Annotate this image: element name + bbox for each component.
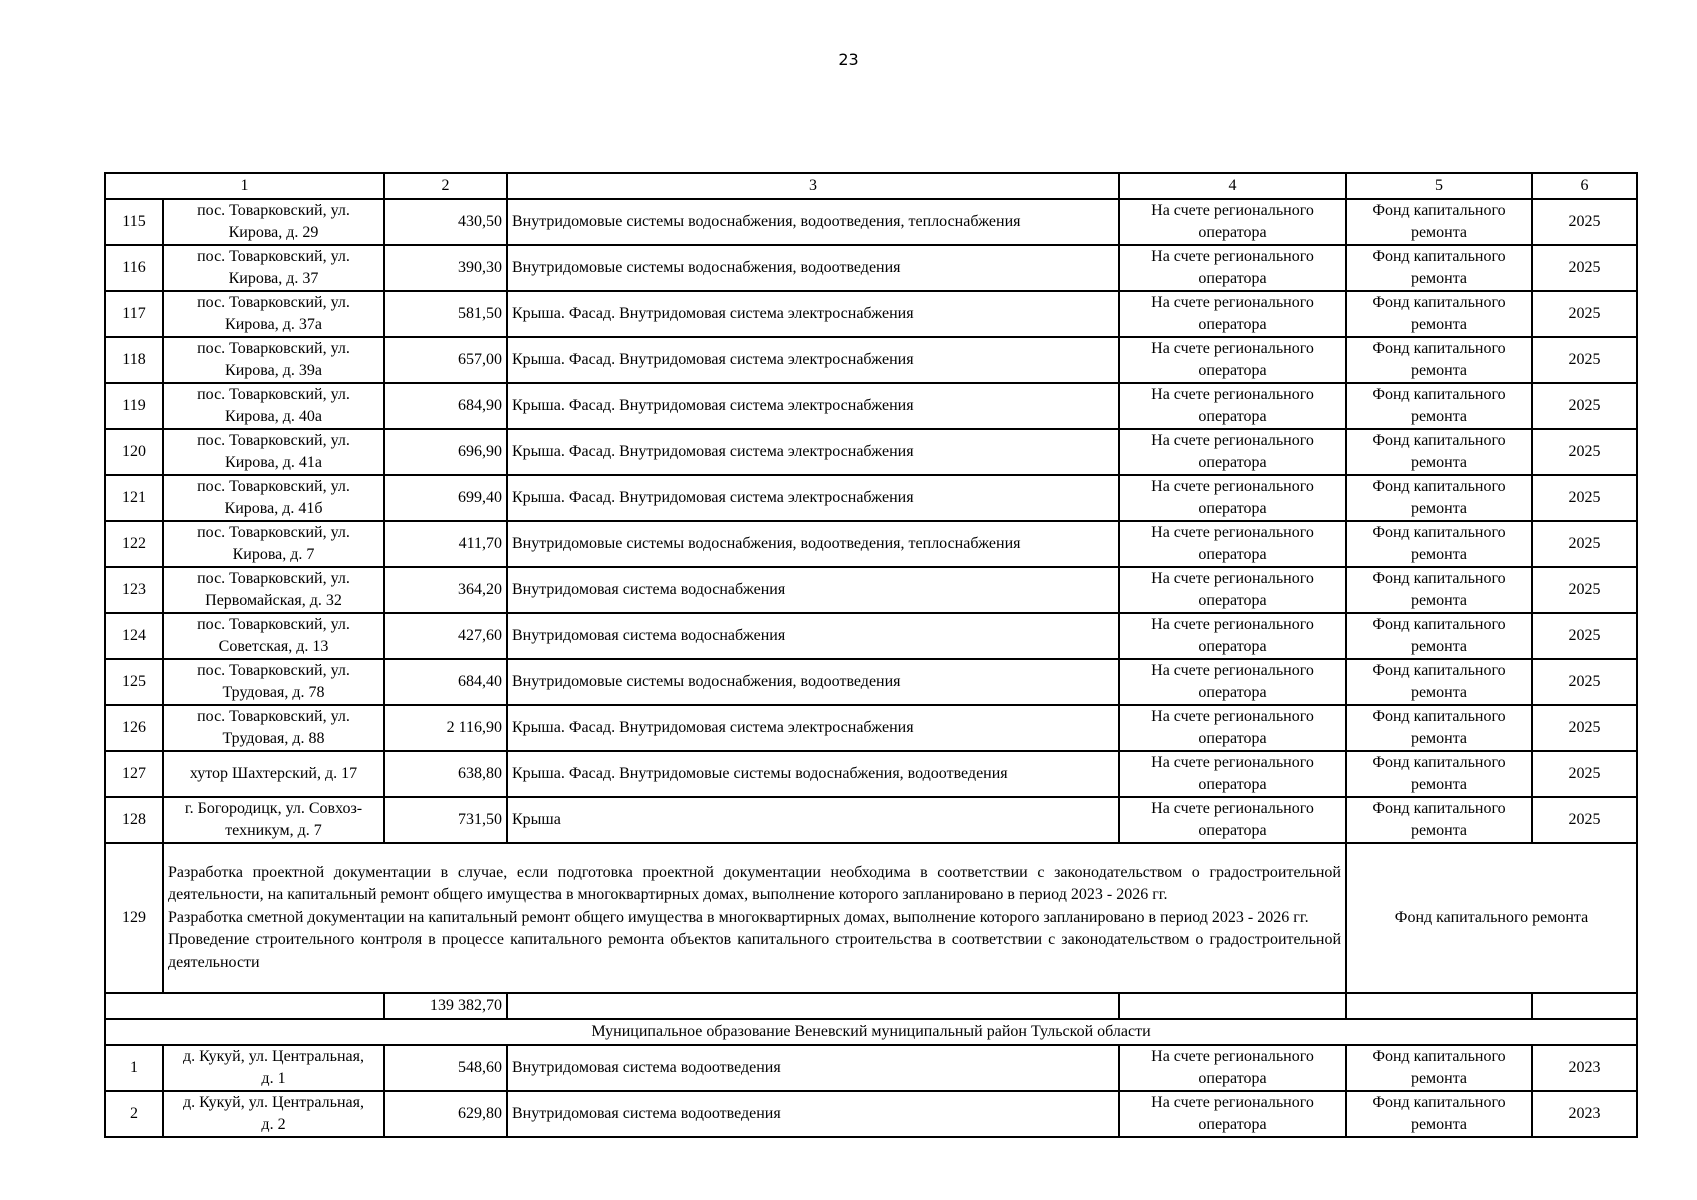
- funding-source-cell-line: Фонд капитального: [1372, 1094, 1506, 1111]
- table-row: [105, 613, 1637, 659]
- funding-source-cell-line: ремонта: [1410, 684, 1468, 701]
- total-cost-cell: 139 382,70: [384, 993, 507, 1019]
- empty-cell: [1346, 993, 1532, 1019]
- work-type-cell: Внутридомовые системы водоснабжения, водоотведения: [507, 245, 1119, 291]
- funding-source-cell: [1346, 429, 1532, 475]
- address-cell-line: г. Богородицк, ул. Совхоз-: [184, 800, 363, 817]
- funding-source-cell-line: Фонд капитального: [1372, 662, 1506, 679]
- funding-source-cell: [1346, 383, 1532, 429]
- account-cell-line: оператора: [1198, 362, 1267, 379]
- account-cell-line: На счете регионального: [1151, 708, 1314, 725]
- funding-source-cell-line: ремонта: [1410, 316, 1468, 333]
- cost-cell: 629,80: [384, 1091, 507, 1137]
- funding-source-cell-line: Фонд капитального: [1372, 754, 1506, 771]
- account-cell-line: На счете регионального: [1151, 202, 1314, 219]
- cost-cell: 581,50: [384, 291, 507, 337]
- account-cell-line: оператора: [1198, 224, 1267, 241]
- table-row: [105, 1045, 1637, 1091]
- funding-source-cell: [1346, 1045, 1532, 1091]
- cost-cell: 390,30: [384, 245, 507, 291]
- address-cell-line: пос. Товарковский, ул.: [197, 478, 350, 495]
- table-row: [105, 337, 1637, 383]
- row-number: 125: [105, 659, 163, 705]
- account-cell-line: оператора: [1198, 684, 1267, 701]
- account-cell: [1119, 1045, 1346, 1091]
- address-cell: [163, 751, 384, 797]
- account-cell: [1119, 337, 1346, 383]
- funding-source-cell-line: ремонта: [1410, 408, 1468, 425]
- account-cell: [1119, 797, 1346, 843]
- address-cell-line: Первомайская, д. 32: [205, 592, 342, 609]
- year-cell: 2025: [1532, 613, 1637, 659]
- funding-source-cell-line: ремонта: [1410, 270, 1468, 287]
- account-cell: [1119, 245, 1346, 291]
- account-cell-line: оператора: [1198, 1116, 1267, 1133]
- funding-source-cell-line: ремонта: [1410, 362, 1468, 379]
- row-number: 129: [105, 843, 163, 993]
- funding-source-cell-line: ремонта: [1410, 638, 1468, 655]
- repair-program-table: [104, 172, 1638, 1138]
- address-cell-line: пос. Товарковский, ул.: [197, 386, 350, 403]
- account-cell: [1119, 383, 1346, 429]
- table-row: [105, 567, 1637, 613]
- funding-source-cell: [1346, 1091, 1532, 1137]
- account-cell-line: оператора: [1198, 500, 1267, 517]
- address-cell-line: Трудовая, д. 78: [222, 684, 325, 701]
- account-cell-line: На счете регионального: [1151, 478, 1314, 495]
- year-cell: 2023: [1532, 1091, 1637, 1137]
- address-cell: [163, 1091, 384, 1137]
- work-type-cell: Внутридомовые системы водоснабжения, водоотведения: [507, 659, 1119, 705]
- address-cell-line: пос. Товарковский, ул.: [197, 432, 350, 449]
- table-row: [105, 1091, 1637, 1137]
- account-cell-line: На счете регионального: [1151, 294, 1314, 311]
- address-cell: [163, 291, 384, 337]
- table-row: [105, 659, 1637, 705]
- table-row: [105, 383, 1637, 429]
- funding-source-cell-line: ремонта: [1410, 1116, 1468, 1133]
- funding-source-cell: Фонд капитального ремонта: [1346, 843, 1637, 993]
- address-cell-line: Кирова, д. 41а: [225, 454, 322, 471]
- account-cell: [1119, 199, 1346, 245]
- note-paragraph: Проведение строительного контроля в процессе капитального ремонта объектов капитального строительства в соответствии с законодательством о градостроительной деятельности: [168, 931, 1341, 971]
- address-cell: [163, 613, 384, 659]
- account-cell-line: На счете регионального: [1151, 340, 1314, 357]
- account-cell-line: оператора: [1198, 270, 1267, 287]
- funding-source-cell-line: ремонта: [1410, 730, 1468, 747]
- funding-source-cell: [1346, 751, 1532, 797]
- account-cell: [1119, 475, 1346, 521]
- funding-source-cell: [1346, 567, 1532, 613]
- row-number: 2: [105, 1091, 163, 1137]
- address-cell-line: Кирова, д. 37: [228, 270, 319, 287]
- account-cell: [1119, 659, 1346, 705]
- cost-cell: 684,40: [384, 659, 507, 705]
- work-type-cell: Внутридомовая система водоснабжения: [507, 567, 1119, 613]
- account-cell-line: На счете регионального: [1151, 800, 1314, 817]
- account-cell-line: оператора: [1198, 638, 1267, 655]
- funding-source-cell-line: Фонд капитального: [1372, 570, 1506, 587]
- work-type-cell: Крыша. Фасад. Внутридомовая система электроснабжения: [507, 337, 1119, 383]
- account-cell-line: оператора: [1198, 316, 1267, 333]
- total-label-cell: [105, 993, 384, 1019]
- funding-source-cell-line: Фонд капитального: [1372, 708, 1506, 725]
- year-cell: 2025: [1532, 337, 1637, 383]
- funding-source-cell: [1346, 613, 1532, 659]
- cost-cell: 2 116,90: [384, 705, 507, 751]
- address-cell-line: Кирова, д. 29: [228, 224, 319, 241]
- funding-source-cell-line: Фонд капитального: [1372, 248, 1506, 265]
- account-cell-line: оператора: [1198, 1070, 1267, 1087]
- address-cell-line: пос. Товарковский, ул.: [197, 248, 350, 265]
- column-header-3: 3: [507, 173, 1119, 199]
- funding-source-cell-line: Фонд капитального: [1372, 340, 1506, 357]
- address-cell-line: Кирова, д. 37а: [225, 316, 322, 333]
- funding-source-cell-line: ремонта: [1410, 546, 1468, 563]
- address-cell-line: Кирова, д. 41б: [224, 500, 323, 517]
- funding-source-cell-line: Фонд капитального: [1372, 432, 1506, 449]
- address-cell-line: д. 2: [261, 1116, 286, 1133]
- table-row: [105, 705, 1637, 751]
- row-number: 1: [105, 1045, 163, 1091]
- row-number: 122: [105, 521, 163, 567]
- empty-cell: [507, 993, 1119, 1019]
- section-title: Муниципальное образование Веневский муниципальный район Тульской области: [105, 1019, 1637, 1045]
- address-cell-line: пос. Товарковский, ул.: [197, 340, 350, 357]
- row-number: 115: [105, 199, 163, 245]
- cost-cell: 638,80: [384, 751, 507, 797]
- address-cell: [163, 383, 384, 429]
- funding-source-cell: [1346, 797, 1532, 843]
- year-cell: 2025: [1532, 797, 1637, 843]
- address-cell: [163, 567, 384, 613]
- account-cell-line: На счете регионального: [1151, 524, 1314, 541]
- page-number: 23: [838, 50, 859, 69]
- account-cell-line: На счете регионального: [1151, 616, 1314, 633]
- work-type-cell: Внутридомовая система водоотведения: [507, 1091, 1119, 1137]
- column-header-4: 4: [1119, 173, 1346, 199]
- funding-source-cell-line: Фонд капитального: [1372, 386, 1506, 403]
- account-cell: [1119, 567, 1346, 613]
- total-row: [105, 993, 1637, 1019]
- note-text-box: [164, 844, 1345, 992]
- funding-source-cell: [1346, 245, 1532, 291]
- funding-source-cell: [1346, 659, 1532, 705]
- funding-source-cell: [1346, 291, 1532, 337]
- account-cell-line: оператора: [1198, 546, 1267, 563]
- funding-source-cell-line: ремонта: [1410, 822, 1468, 839]
- cost-cell: 699,40: [384, 475, 507, 521]
- year-cell: 2025: [1532, 291, 1637, 337]
- address-cell: [163, 199, 384, 245]
- account-cell-line: На счете регионального: [1151, 1048, 1314, 1065]
- address-cell: [163, 705, 384, 751]
- address-cell-line: д. Кукуй, ул. Центральная,: [183, 1048, 364, 1065]
- account-cell: [1119, 705, 1346, 751]
- work-type-cell: Крыша. Фасад. Внутридомовая система электроснабжения: [507, 429, 1119, 475]
- year-cell: 2023: [1532, 1045, 1637, 1091]
- cost-cell: 684,90: [384, 383, 507, 429]
- work-type-cell: Крыша. Фасад. Внутридомовая система электроснабжения: [507, 475, 1119, 521]
- row-number: 117: [105, 291, 163, 337]
- empty-cell: [1119, 993, 1346, 1019]
- account-cell-line: оператора: [1198, 730, 1267, 747]
- account-cell-line: На счете регионального: [1151, 386, 1314, 403]
- year-cell: 2025: [1532, 751, 1637, 797]
- address-cell-line: Советская, д. 13: [218, 638, 329, 655]
- funding-source-cell: [1346, 337, 1532, 383]
- note-row: [105, 843, 1637, 993]
- cost-cell: 657,00: [384, 337, 507, 383]
- address-cell-line: пос. Товарковский, ул.: [197, 524, 350, 541]
- section-row: [105, 1019, 1637, 1045]
- year-cell: 2025: [1532, 199, 1637, 245]
- cost-cell: 731,50: [384, 797, 507, 843]
- address-cell: [163, 797, 384, 843]
- table-row: [105, 521, 1637, 567]
- account-cell-line: оператора: [1198, 822, 1267, 839]
- account-cell-line: На счете регионального: [1151, 1094, 1314, 1111]
- row-number: 123: [105, 567, 163, 613]
- cost-cell: 364,20: [384, 567, 507, 613]
- year-cell: 2025: [1532, 429, 1637, 475]
- account-cell: [1119, 751, 1346, 797]
- funding-source-cell-line: ремонта: [1410, 776, 1468, 793]
- year-cell: 2025: [1532, 383, 1637, 429]
- funding-source-cell-line: ремонта: [1410, 224, 1468, 241]
- note-paragraph: Разработка проектной документации в случае, если подготовка проектной документации необходима в соответствии с законодательством о градостроительной деятельности, на капитальный ремонт общего имущества в многоквартирных домах, выполнение которого запланировано в период 2023 - 2026 гг.: [168, 863, 1341, 904]
- account-cell-line: оператора: [1198, 408, 1267, 425]
- funding-source-cell-line: ремонта: [1410, 1070, 1468, 1087]
- address-cell: [163, 475, 384, 521]
- address-cell-line: Кирова, д. 7: [232, 546, 315, 563]
- address-cell: [163, 245, 384, 291]
- work-type-cell: Крыша. Фасад. Внутридомовые системы водоснабжения, водоотведения: [507, 751, 1119, 797]
- funding-source-cell-line: Фонд капитального: [1372, 800, 1506, 817]
- column-header-1: 1: [105, 173, 384, 199]
- account-cell: [1119, 429, 1346, 475]
- funding-source-cell: [1346, 199, 1532, 245]
- address-cell: [163, 1045, 384, 1091]
- account-cell-line: На счете регионального: [1151, 662, 1314, 679]
- funding-source-cell-line: Фонд капитального: [1372, 524, 1506, 541]
- row-number: 118: [105, 337, 163, 383]
- table-row: [105, 199, 1637, 245]
- funding-source-cell-line: Фонд капитального: [1372, 478, 1506, 495]
- account-cell: [1119, 613, 1346, 659]
- account-cell: [1119, 1091, 1346, 1137]
- work-type-cell: Внутридомовые системы водоснабжения, водоотведения, теплоснабжения: [507, 199, 1119, 245]
- work-type-cell: Внутридомовая система водоотведения: [507, 1045, 1119, 1091]
- row-number: 128: [105, 797, 163, 843]
- account-cell-line: На счете регионального: [1151, 754, 1314, 771]
- row-number: 126: [105, 705, 163, 751]
- cost-cell: 696,90: [384, 429, 507, 475]
- funding-source-cell: [1346, 705, 1532, 751]
- account-cell-line: оператора: [1198, 592, 1267, 609]
- header-row: [105, 173, 1637, 199]
- address-cell: [163, 429, 384, 475]
- row-number: 119: [105, 383, 163, 429]
- cost-cell: 427,60: [384, 613, 507, 659]
- empty-cell: [1532, 993, 1637, 1019]
- address-cell-line: техникум, д. 7: [225, 822, 322, 839]
- table-row: [105, 291, 1637, 337]
- funding-source-cell-line: ремонта: [1410, 500, 1468, 517]
- row-number: 124: [105, 613, 163, 659]
- funding-source-cell-line: Фонд капитального: [1372, 294, 1506, 311]
- work-type-cell: Внутридомовые системы водоснабжения, водоотведения, теплоснабжения: [507, 521, 1119, 567]
- address-cell: [163, 659, 384, 705]
- funding-source-cell: [1346, 521, 1532, 567]
- work-type-cell: Крыша. Фасад. Внутридомовая система электроснабжения: [507, 383, 1119, 429]
- address-cell-line: д. 1: [261, 1070, 286, 1087]
- table-row: [105, 797, 1637, 843]
- funding-source-cell: [1346, 475, 1532, 521]
- address-cell: [163, 337, 384, 383]
- row-number: 127: [105, 751, 163, 797]
- table-row: [105, 475, 1637, 521]
- work-type-cell: Крыша. Фасад. Внутридомовая система электроснабжения: [507, 291, 1119, 337]
- cost-cell: 548,60: [384, 1045, 507, 1091]
- address-cell-line: пос. Товарковский, ул.: [197, 294, 350, 311]
- year-cell: 2025: [1532, 475, 1637, 521]
- column-header-5: 5: [1346, 173, 1532, 199]
- funding-source-cell-line: Фонд капитального: [1372, 1048, 1506, 1065]
- table-row: [105, 751, 1637, 797]
- funding-source-cell-line: ремонта: [1410, 592, 1468, 609]
- account-cell: [1119, 521, 1346, 567]
- account-cell-line: оператора: [1198, 776, 1267, 793]
- row-number: 116: [105, 245, 163, 291]
- account-cell: [1119, 291, 1346, 337]
- address-cell-line: пос. Товарковский, ул.: [197, 708, 350, 725]
- address-cell-line: д. Кукуй, ул. Центральная,: [183, 1094, 364, 1111]
- year-cell: 2025: [1532, 567, 1637, 613]
- account-cell-line: На счете регионального: [1151, 432, 1314, 449]
- table-row: [105, 245, 1637, 291]
- address-cell-line: пос. Товарковский, ул.: [197, 202, 350, 219]
- address-cell-line: Кирова, д. 40а: [225, 408, 322, 425]
- account-cell-line: оператора: [1198, 454, 1267, 471]
- account-cell-line: На счете регионального: [1151, 248, 1314, 265]
- funding-source-cell-line: Фонд капитального: [1372, 616, 1506, 633]
- year-cell: 2025: [1532, 245, 1637, 291]
- year-cell: 2025: [1532, 705, 1637, 751]
- address-cell: [163, 521, 384, 567]
- address-cell-line: хутор Шахтерский, д. 17: [189, 765, 358, 782]
- table-row: [105, 429, 1637, 475]
- address-cell-line: пос. Товарковский, ул.: [197, 570, 350, 587]
- note-paragraph: Разработка сметной документации на капитальный ремонт общего имущества в многоквартирных домах, выполнение которого запланировано в период 2023 - 2026 гг.: [168, 908, 1309, 926]
- address-cell-line: Кирова, д. 39а: [225, 362, 322, 379]
- cost-cell: 430,50: [384, 199, 507, 245]
- account-cell-line: На счете регионального: [1151, 570, 1314, 587]
- work-type-cell: Крыша: [507, 797, 1119, 843]
- funding-source-cell-line: Фонд капитального: [1372, 202, 1506, 219]
- column-header-6: 6: [1532, 173, 1637, 199]
- column-header-2: 2: [384, 173, 507, 199]
- row-number: 121: [105, 475, 163, 521]
- cost-cell: 411,70: [384, 521, 507, 567]
- address-cell-line: пос. Товарковский, ул.: [197, 662, 350, 679]
- work-type-cell: Внутридомовая система водоснабжения: [507, 613, 1119, 659]
- year-cell: 2025: [1532, 659, 1637, 705]
- work-type-cell: Крыша. Фасад. Внутридомовая система электроснабжения: [507, 705, 1119, 751]
- address-cell-line: пос. Товарковский, ул.: [197, 616, 350, 633]
- funding-source-cell-line: ремонта: [1410, 454, 1468, 471]
- row-number: 120: [105, 429, 163, 475]
- year-cell: 2025: [1532, 521, 1637, 567]
- note-text-cell: [163, 843, 1346, 993]
- address-cell-line: Трудовая, д. 88: [222, 730, 325, 747]
